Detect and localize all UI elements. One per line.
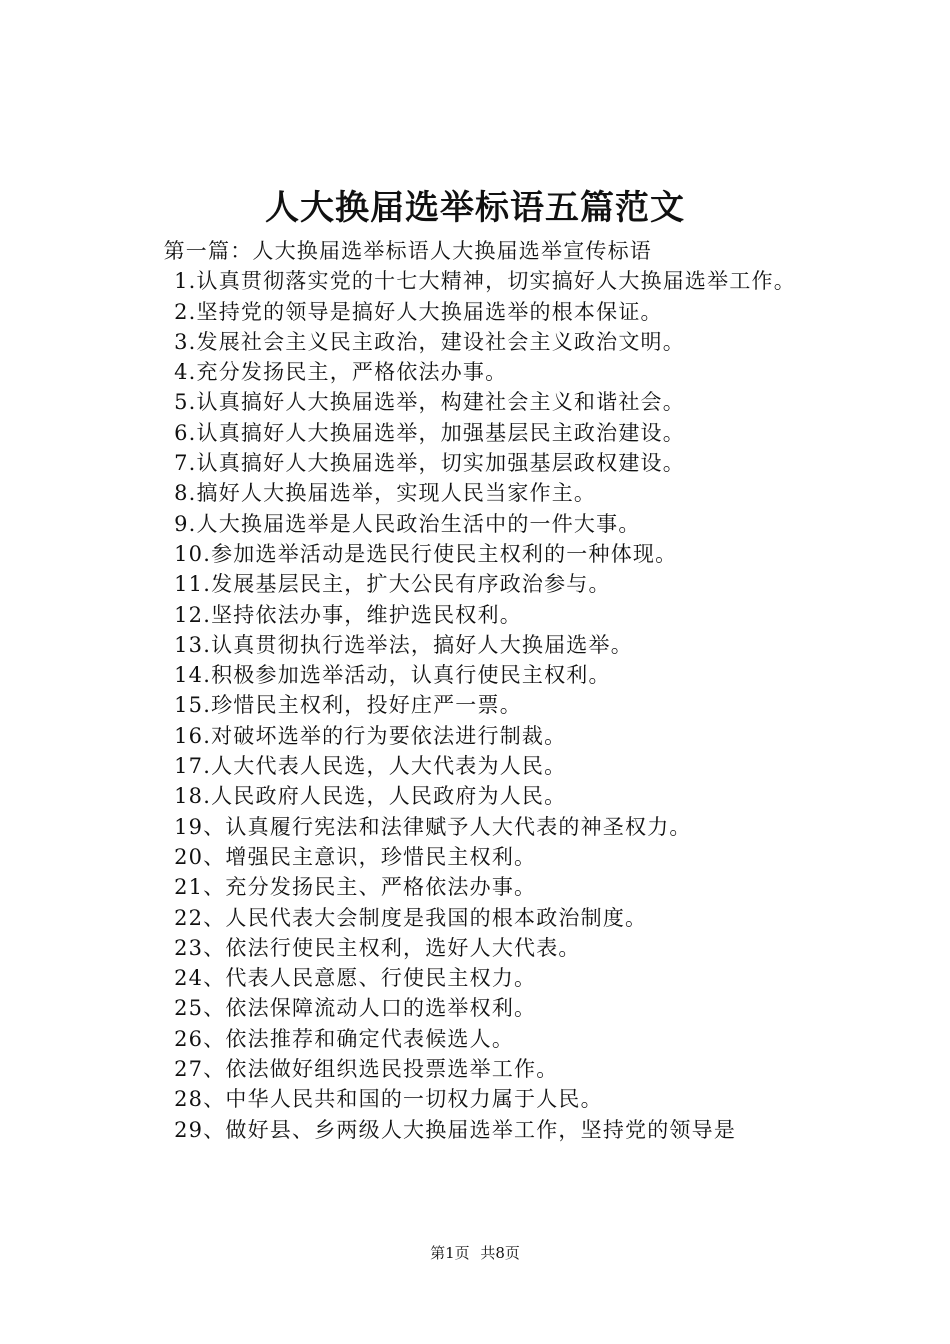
slogan-item: 23、依法行使民主权利，选好人大代表。 xyxy=(174,935,581,960)
document-title: 人大换届选举标语五篇范文 xyxy=(265,188,685,228)
slogan-item: 22、人民代表大会制度是我国的根本政治制度。 xyxy=(174,905,648,930)
slogan-item: 7.认真搞好人大换届选举，切实加强基层政权建设。 xyxy=(174,451,685,476)
slogan-item: 25、依法保障流动人口的选举权利。 xyxy=(174,996,537,1021)
slogan-item: 16.对破坏选举的行为要依法进行制裁。 xyxy=(174,723,567,748)
slogan-item: 27、依法做好组织选民投票选举工作。 xyxy=(174,1057,559,1082)
slogan-item: 12.坚持依法办事，维护选民权利。 xyxy=(174,602,522,627)
slogan-item: 24、代表人民意愿、行使民主权力。 xyxy=(174,966,537,991)
slogan-item: 28、中华人民共和国的一切权力属于人民。 xyxy=(174,1087,603,1112)
slogan-item: 10.参加选举活动是选民行使民主权利的一种体现。 xyxy=(174,541,678,566)
slogan-list xyxy=(130,266,835,1145)
slogan-item: 9.人大换届选举是人民政治生活中的一件大事。 xyxy=(174,511,641,536)
document-body xyxy=(130,236,835,1145)
slogan-item: 20、增强民主意识，珍惜民主权利。 xyxy=(174,844,537,869)
slogan-item: 19、认真履行宪法和法律赋予人大代表的神圣权力。 xyxy=(174,814,692,839)
slogan-item: 21、充分发扬民主、严格依法办事。 xyxy=(174,875,537,900)
page-total: 共8页 xyxy=(480,1244,520,1262)
slogan-item: 17.人大代表人民选，人大代表为人民。 xyxy=(174,754,567,779)
slogan-item: 8.搞好人大换届选举，实现人民当家作主。 xyxy=(174,481,597,506)
slogan-item: 2.坚持党的领导是搞好人大换届选举的根本保证。 xyxy=(174,299,663,324)
slogan-item: 3.发展社会主义民主政治，建设社会主义政治文明。 xyxy=(174,329,685,354)
slogan-item: 13.认真贯彻执行选举法，搞好人大换届选举。 xyxy=(174,632,633,657)
page-footer xyxy=(0,1243,950,1263)
slogan-item: 6.认真搞好人大换届选举，加强基层民主政治建设。 xyxy=(174,420,685,445)
slogan-item: 5.认真搞好人大换届选举，构建社会主义和谐社会。 xyxy=(174,390,685,415)
slogan-item: 15.珍惜民主权利，投好庄严一票。 xyxy=(174,693,522,718)
slogan-item: 18.人民政府人民选，人民政府为人民。 xyxy=(174,784,567,809)
slogan-item: 1.认真贯彻落实党的十七大精神，切实搞好人大换届选举工作。 xyxy=(174,269,796,294)
slogan-item: 11.发展基层民主，扩大公民有序政治参与。 xyxy=(174,572,611,597)
slogan-item: 14.积极参加选举活动，认真行使民主权利。 xyxy=(174,663,611,688)
page-number: 第1页 xyxy=(430,1244,470,1262)
section-heading: 第一篇：人大换届选举标语人大换届选举宣传标语 xyxy=(163,239,652,263)
slogan-item: 29、做好县、乡两级人大换届选举工作，坚持党的领导是 xyxy=(174,1117,737,1142)
slogan-item: 4.充分发扬民主，严格依法办事。 xyxy=(174,360,508,385)
slogan-item: 26、依法推荐和确定代表候选人。 xyxy=(174,1026,515,1051)
